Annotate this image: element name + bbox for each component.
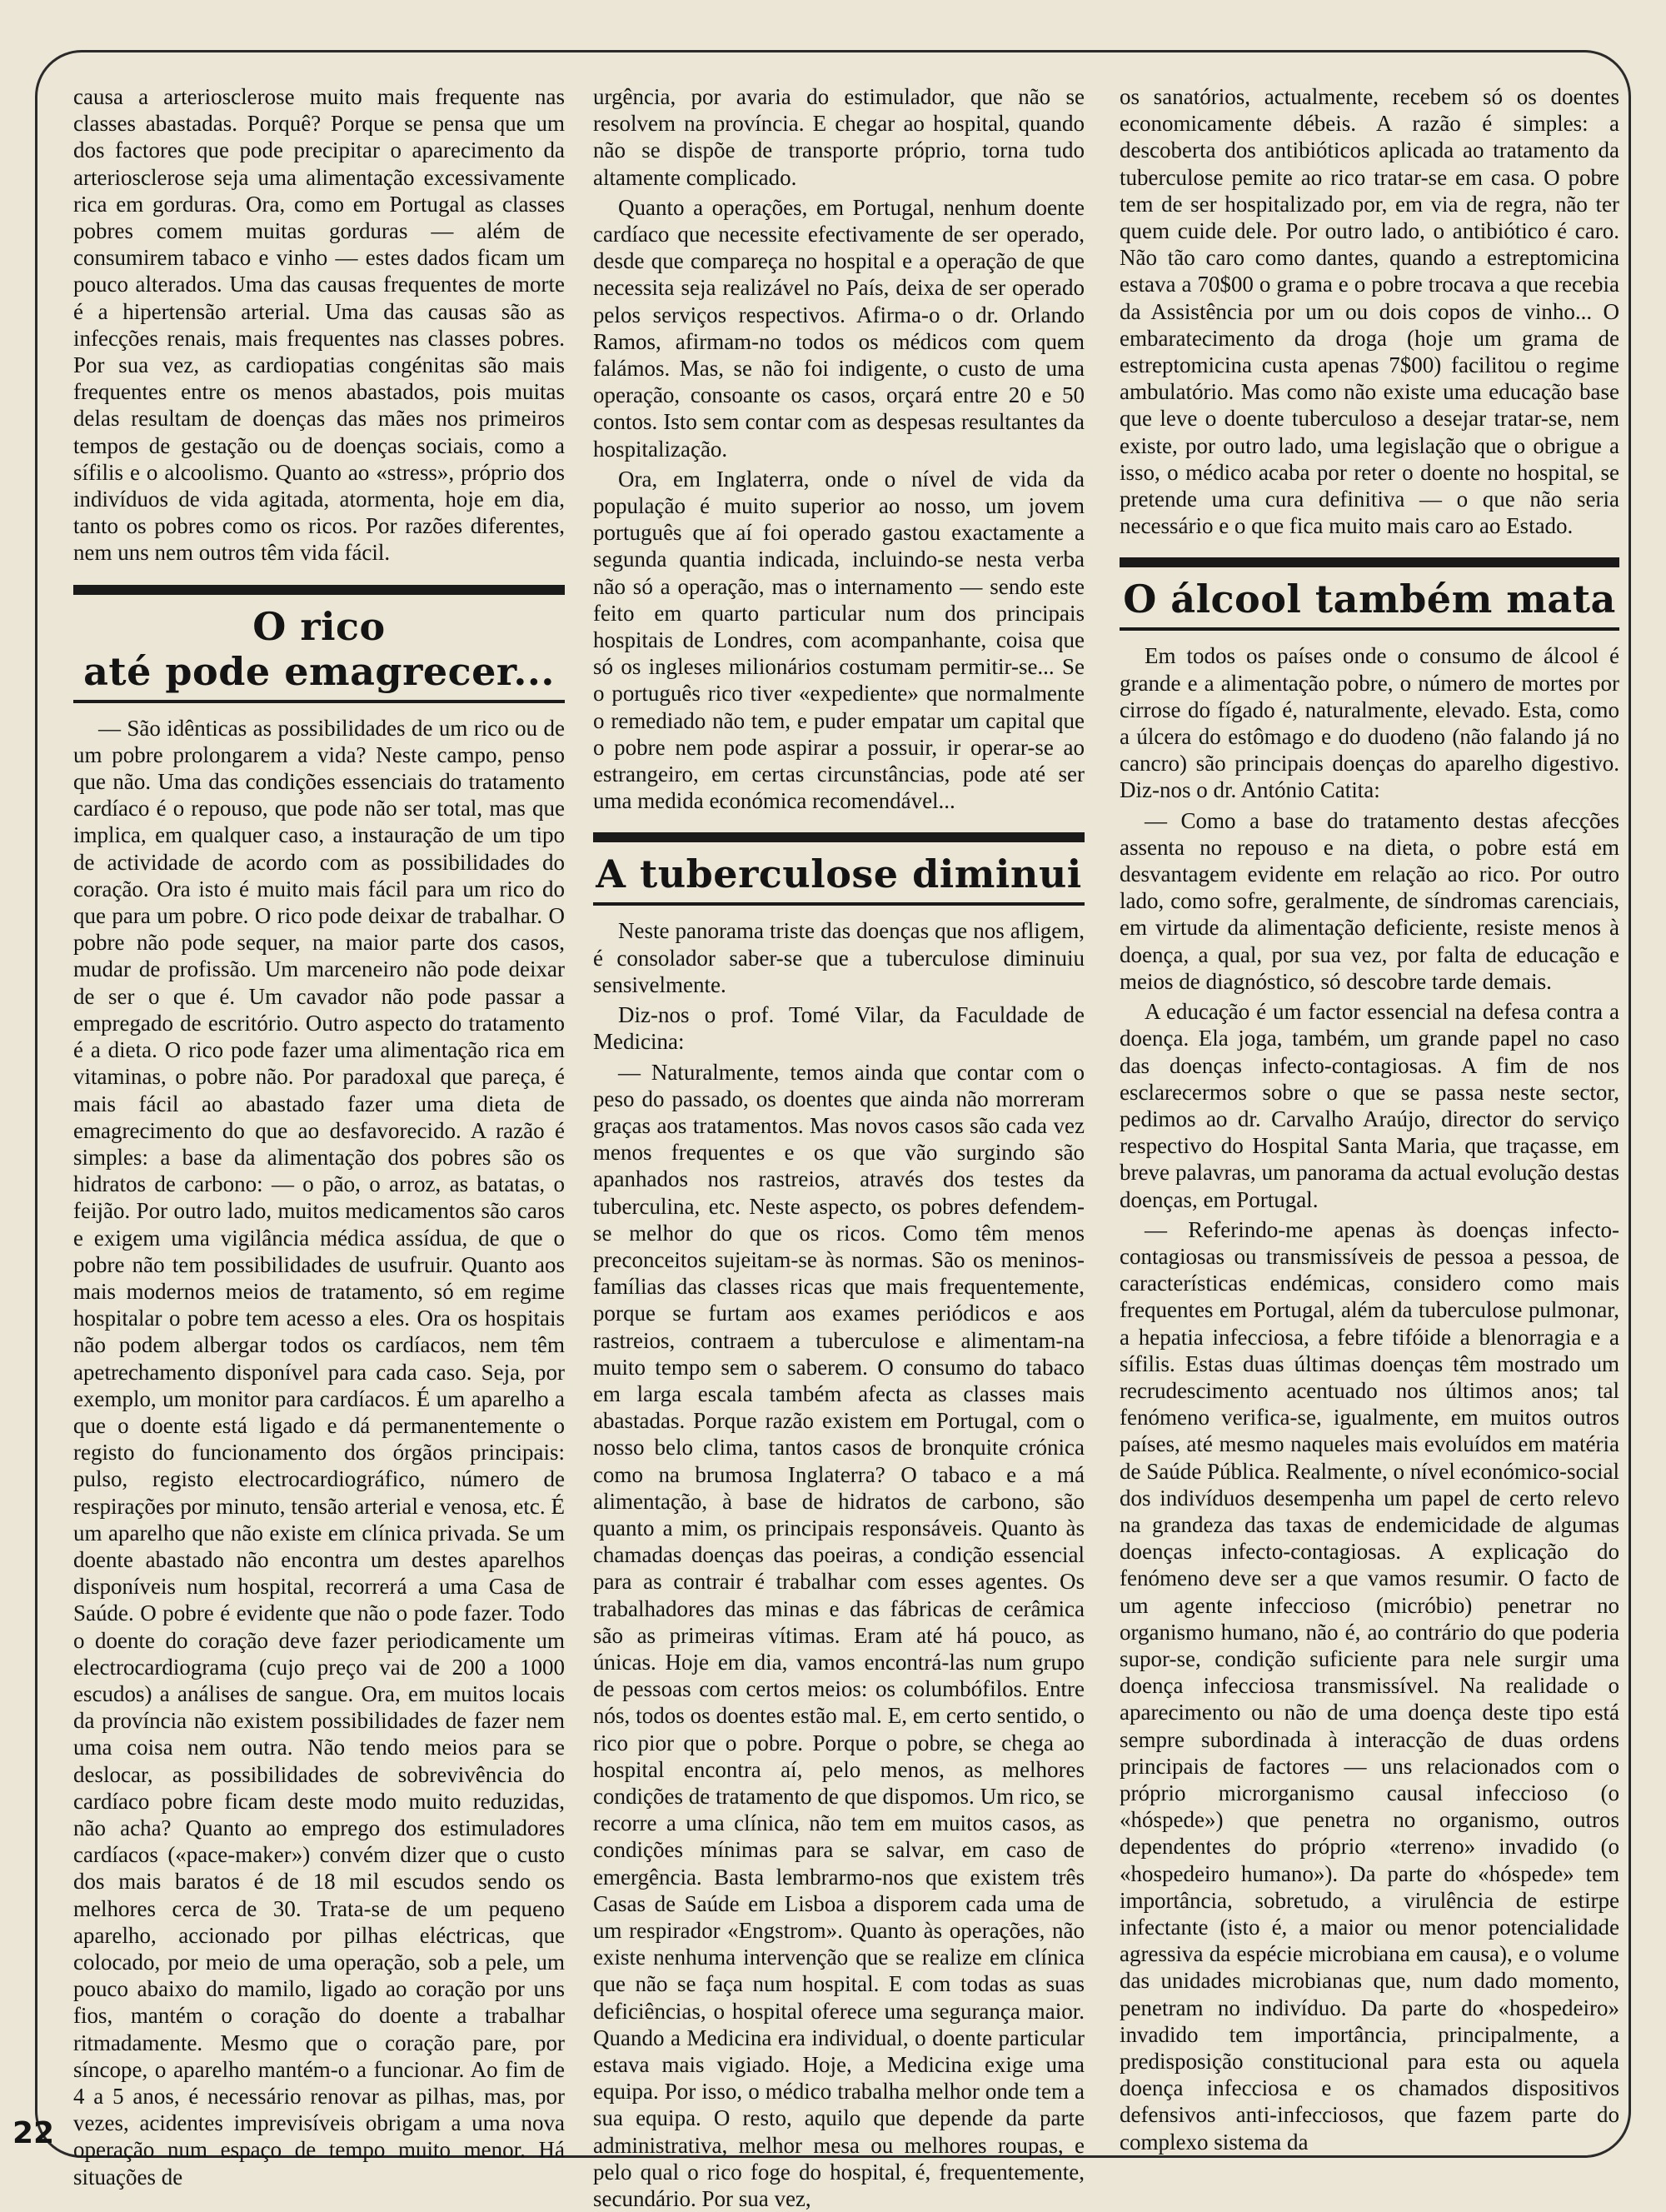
heading-rule-top [73,585,565,595]
heading-o-rico-line1: O rico [73,605,565,648]
column-2 [593,83,1085,2100]
col3-paragraph-2: Em todos os países onde o consumo de álcool é grande e a alimentação pobre, o número de mortes por cirrose do fígado é, naturalmente, elevado. Esta, como a úlcera do estômago e do duodeno (não falando já no cancro) são principais doenças do aparelho digestivo. Diz-nos o dr. António Catita: [1120,642,1619,803]
col3-paragraph-1: os sanatórios, actualmente, recebem só os doentes economicamente débeis. A razão é simples: a descoberta dos antibióticos aplicada ao tratamento da tuberculose pemite ao rico tratar-se em casa. O pobre tem de ser hospitalizado por, em via de regra, não ter quem cuide dele. Por outro lado, o antibiótico é caro. Não tão caro como dantes, quando a estreptomicina estava a 70$00 o grama e o pobre trocava a que recebia da Assistência por um ou dois copos de vinho... O embaratecimento da droga (hoje um grama de estreptomicina custa apenas 7$00) facilitou o regime ambulatório. Mas como não existe uma educação base que leve o doente tuberculoso a desejar tratar-se, nem existe, por outro lado, uma legislação que o obrigue a isso, o médico acaba por reter o doente no hospital, se pretende uma cura definitiva — o que não seria necessário e o que fica muito mais caro ao Estado. [1120,83,1619,539]
heading-rule-bottom [1120,627,1619,631]
heading-tuberculose: A tuberculose diminui [593,852,1085,896]
col3-paragraph-3: — Como a base do tratamento destas afecções assenta no repouso e na dieta, o pobre está em desvantagem evidente em relação ao rico. Por outro lado, como sofre, geralmente, de síndromas carenciais, em virtude da alimentação deficiente, resiste menos à doença, a qual, por sua vez, por falta de educação e meios de diagnóstico, só descobre tarde demais. [1120,807,1619,995]
heading-alcool: O álcool também mata [1120,577,1619,621]
column-3 [1120,83,1619,2100]
heading-o-rico-line2: até pode emagrecer... [73,650,565,693]
heading-rule-bottom [593,902,1085,906]
page-number: 22 [0,2116,67,2150]
heading-rule-top [593,832,1085,842]
heading-rule-bottom [73,700,565,703]
col2-paragraph-3: Ora, em Inglaterra, onde o nível de vida da população é muito superior ao nosso, um jovem português que aí foi operado gastou exactamente a segunda quantia indicada, incluindo-se nesta verba não só a operação, mas o internamento — sendo este feito em quarto particular num dos principais hospitais de Londres, com acompanhante, coisa que só os ingleses milionários costumam permitir-se... Se o português rico tiver «expediente» que normalmente o remediado não tem, e puder empatar um capital que o pobre nem pode aspirar a possuir, ir operar-se ao estrangeiro, em certas circunstâncias, pode até ser uma medida económica recomendável... [593,466,1085,815]
col1-paragraph-2: — São idênticas as possibilidades de um rico ou de um pobre prolongarem a vida? Neste campo, penso que não. Uma das condições essenciais do tratamento cardíaco é o repouso, que pode não ser total, mas que implica, em qualquer caso, a instauração de um tipo de actividade de acordo com as possibilidades do coração. Ora isto é muito mais fácil para um rico do que para um pobre. O rico pode deixar de trabalhar. O pobre não pode sequer, na maior parte dos casos, mudar de profissão. Um marceneiro não pode deixar de ser o que é. Um cavador não pode passar a empregado de escritório. Outro aspecto do tratamento é a dieta. O rico pode fazer uma alimentação rica em vitaminas, o pobre não. Por paradoxal que pareça, é mais fácil ao abastado fazer uma dieta de emagrecimento do que ao desfavorecido. A razão é simples: a base da alimentação dos pobres são os hidratos de carbono: — o pão, o arroz, as batatas, o feijão. Por outro lado, muitos medicamentos são caros e exigem uma vigilância médica assídua, de que o pobre não tem possibilidades de usufruir. Quanto aos mais modernos meios de tratamento, só em regime hospitalar o pobre tem acesso a eles. Ora os hospitais não podem albergar todos os cardíacos, nem têm apetrechamento disponível para cada caso. Seja, por exemplo, um monitor para cardíacos. É um aparelho a que o doente está ligado e dá permanentemente o registo do funcionamento dos órgãos principais: pulso, registo electrocardiográfico, número de respirações por minuto, tensão arterial e venosa, etc. É um aparelho que não existe em clínica privada. Se um doente abastado não encontra um destes aparelhos disponíveis num hospital, recorrerá a uma Casa de Saúde. O pobre é evidente que não o pode fazer. Todo o doente do coração deve fazer periodicamente um electrocardiograma (cujo preço vai de 200 a 1000 escudos) a análises de sangue. Ora, em muitos locais da província não existem possibilidades de fazer nem uma coisa nem outra. Não tendo meios para se deslocar, as possibilidades de sobrevivência do cardíaco pobre ficam deste modo muito reduzidas, não acha? Quanto ao emprego dos estimuladores cardíacos («pace-maker») convém dizer que o custo dos mais baratos é de 18 mil escudos sendo os melhores cerca de 30. Trata-se de um pequeno aparelho, accionado por pilhas eléctricas, que colocado, por meio de uma operação, sob a pele, um pouco abaixo do mamilo, ligado ao coração por uns fios, mantém o coração do doente a trabalhar ritmadamente. Mesmo que o coração pare, por síncope, o aparelho mantém-o a funcionar. Ao fim de 4 a 5 anos, é necessário renovar as pilhas, mas, por vezes, acidentes imprevisíveis obrigam a uma nova operação num espaço de tempo muito menor. Há situações de [73,715,565,2190]
col3-paragraph-5: — Referindo-me apenas às doenças infecto-contagiosas ou transmissíveis de pessoa a pessoa, de características endémicas, considero como mais frequentes em Portugal, além da tuberculose pulmonar, a hepatia infecciosa, a febre tifóide a blenorragia e a sífilis. Estas duas últimas doenças têm mostrado um recrudescimento acentuado nos últimos anos; tal fenómeno verifica-se, igualmente, em muitos outros países, até mesmo naqueles mais evoluídos em matéria de Saúde Pública. Realmente, o nível económico-social dos indivíduos desempenha um papel de certo relevo na grandeza das taxas de endemicidade de algumas doenças infecto-contagiosas. A explicação do fenómeno deve ser a que vamos resumir. O facto de um agente infeccioso (micróbio) penetrar no organismo humano, não é, ao contrário do que poderia supor-se, condição suficiente para nele surgir uma doença infecciosa transmissível. Na realidade o aparecimento ou não de uma doença deste tipo está sempre subordinada à interacção de duas ordens principais de factores — uns relacionados com o próprio microrganismo causal infeccioso (o «hóspede») que penetra no organismo, outros dependentes do próprio «terreno» invadido (o «hospedeiro humano»). Da parte do «hóspede» tem importância, sobretudo, a virulência de estirpe infectante (isto é, a maior ou menor potencialidade agressiva da espécie microbiana em causa), e o volume das unidades microbianas que, num dado momento, penetram no indivíduo. Da parte do «hospedeiro» invadido tem importância, principalmente, a predisposição constitucional para esta ou aquela doença infecciosa e os chamados dispositivos defensivos anti-infecciosos, que fazem parte do complexo sistema da [1120,1216,1619,2155]
heading-rule-top [1120,557,1619,567]
col2-paragraph-4: Neste panorama triste das doenças que nos afligem, é consolador saber-se que a tuberculose diminuiu sensivelmente. [593,917,1085,998]
col1-paragraph-1: causa a arteriosclerose muito mais frequente nas classes abastadas. Porquê? Porque se pensa que um dos factores que pode precipitar o aparecimento da arteriosclerose seja uma alimentação excessivamente rica em gorduras. Ora, como em Portugal as classes pobres comem muitas gorduras — além de consumirem tabaco e vinho — estes dados ficam um pouco alterados. Uma das causas frequentes de morte é a hipertensão arterial. Uma das causas são as infecções renais, mais frequentes nas classes pobres. Por sua vez, as cardiopatias congénitas são mais frequentes entre os menos abastados, pois muitas delas resultam de doenças das mães nos primeiros tempos de gestação ou de doenças sociais, como a sífilis e o alcoolismo. Quanto ao «stress», próprio dos indivíduos de vida agitada, atormenta, hoje em dia, tanto os pobres como os ricos. Por razões diferentes, nem uns nem outros têm vida fácil. [73,83,565,567]
col2-paragraph-1: urgência, por avaria do estimulador, que não se resolvem na província. E chegar ao hospital, quando não se dispõe de transporte próprio, torna tudo altamente complicado. [593,83,1085,191]
col2-paragraph-6: — Naturalmente, temos ainda que contar com o peso do passado, os doentes que ainda não morreram graças aos tratamentos. Mas novos casos são cada vez menos frequentes e os que vão surgindo são apanhados nos rastreios, através dos testes da tuberculina, etc. Neste aspecto, os pobres defendem-se melhor do que os ricos. Como têm menos preconceitos sujeitam-se às normas. São os meninos-famílias das classes ricas que mais frequentemente, porque se furtam aos exames periódicos e aos rastreios, contraem a tuberculose e alimentam-na muito tempo sem o saberem. O consumo do tabaco em larga escala também afecta as classes mais abastadas. Porque razão existem em Portugal, com o nosso belo clima, tantos casos de bronquite crónica como na brumosa Inglaterra? O tabaco e a má alimentação, à base de hidratos de carbono, são quanto a mim, os principais responsáveis. Quanto às chamadas doenças das poeiras, a condição essencial para as contrair é trabalhar com esses agentes. Os trabalhadores das minas e das fábricas de cerâmica são as primeiras vítimas. Eram até há pouco, as únicas. Hoje em dia, vamos encontrá-las num grupo de pessoas com certos meios: os columbófilos. Entre nós, todos os doentes estão mal. E, em certo sentido, o rico pior que o pobre. Porque o pobre, se chega ao hospital encontra aí, pelo menos, as melhores condições de tratamento de que dispomos. Um rico, se recorre a uma clínica, não tem em muitos casos, as condições mínimas para se salvar, em caso de emergência. Basta lembrarmo-nos que existem três Casas de Saúde em Lisboa a disporem cada uma de um respirador «Engstrom». Quanto às operações, não existe nenhuma intervenção que se realize em clínica que não se faça num hospital. E com todas as suas deficiências, o hospital oferece uma segurança maior. Quando a Medicina era individual, o doente particular estava mais vigiado. Hoje, a Medicina exige uma equipa. Por isso, o médico trabalha melhor onde tem a sua equipa. O resto, aquilo que depende da parte administrativa, melhor mesa ou melhores roupas, e pelo qual o rico foge do hospital, é, frequentemente, secundário. Por sua vez, [593,1059,1085,2212]
col3-paragraph-4: A educação é um factor essencial na defesa contra a doença. Ela joga, também, um grande papel no caso das doenças infecto-contagiosas. A fim de nos esclarecermos sobre o que se passa neste sector, pedimos ao dr. Carvalho Araújo, director do serviço respectivo do Hospital Santa Maria, que traçasse, em breve palavras, um panorama da actual evolução destas doenças, em Portugal. [1120,998,1619,1213]
col2-paragraph-2: Quanto a operações, em Portugal, nenhum doente cardíaco que necessite efectivamente de ser operado, desde que compareça no hospital e a operação de que necessita seja realizável no País, deixa de ser operado pelos serviços respectivos. Afirma-o o dr. Orlando Ramos, afirmam-no todos os médicos com quem falámos. Mas, se não foi indigente, o custo de uma operação, consoante os casos, orçará entre 20 e 50 contos. Isto sem contar com as despesas resultantes da hospitalização. [593,194,1085,462]
col2-paragraph-5: Diz-nos o prof. Tomé Vilar, da Faculdade de Medicina: [593,1001,1085,1055]
column-1 [73,83,565,2100]
